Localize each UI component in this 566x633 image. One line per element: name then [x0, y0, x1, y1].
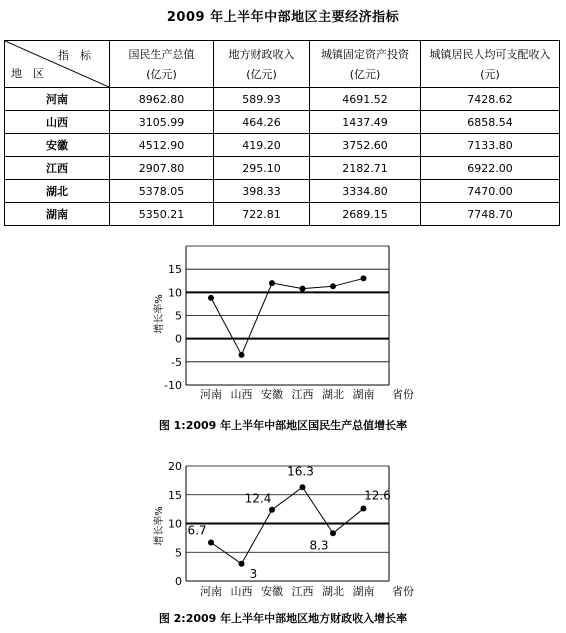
cell-fiscal-revenue: 589.93	[214, 88, 310, 111]
y-tick-label: 10	[168, 286, 182, 300]
data-label: 12.6	[364, 488, 391, 503]
data-point	[300, 484, 306, 490]
y-tick-label: 10	[168, 517, 182, 531]
data-label: 8.3	[309, 538, 329, 553]
fiscal-revenue-growth-chart	[0, 452, 566, 602]
y-tick-label: 0	[175, 332, 182, 346]
data-point	[239, 352, 245, 358]
corner-label-indicator: 指 标	[58, 49, 91, 62]
cell-fixed-investment: 2689.15	[310, 203, 421, 226]
x-axis-label: 省份	[392, 388, 414, 401]
column-header-gdp: 国民生产总值 (亿元)	[110, 41, 214, 88]
corner-label-region: 地 区	[11, 67, 44, 80]
cell-gdp: 4512.90	[110, 134, 214, 157]
row-region: 山西	[5, 111, 110, 134]
column-header-disposable-income: 城镇居民人均可支配收入 (元)	[421, 41, 560, 88]
cell-disposable-income: 7428.62	[421, 88, 560, 111]
cell-fiscal-revenue: 419.20	[214, 134, 310, 157]
x-tick-label: 江西	[291, 388, 314, 401]
table-row	[5, 203, 560, 226]
row-region: 江西	[5, 157, 110, 180]
x-tick-label: 河南	[200, 388, 222, 401]
row-region: 湖北	[5, 180, 110, 203]
cell-disposable-income: 7470.00	[421, 180, 560, 203]
y-tick-label: 5	[175, 309, 182, 323]
column-header-fiscal-revenue: 地方财政收入 (亿元)	[214, 41, 310, 88]
cell-disposable-income: 7748.70	[421, 203, 560, 226]
cell-fiscal-revenue: 464.26	[214, 111, 310, 134]
data-point	[361, 506, 367, 512]
x-tick-label: 河南	[200, 585, 222, 598]
y-tick-label: 5	[175, 546, 182, 560]
table-row	[5, 134, 560, 157]
chart2-caption: 图 2:2009 年上半年中部地区地方财政收入增长率	[158, 612, 408, 625]
series-line	[211, 278, 364, 354]
row-region: 湖南	[5, 203, 110, 226]
table-corner-cell	[5, 41, 110, 88]
data-point	[269, 507, 275, 513]
cell-fiscal-revenue: 722.81	[214, 203, 310, 226]
data-point	[361, 275, 367, 281]
row-region: 安徽	[5, 134, 110, 157]
data-label: 12.4	[244, 491, 272, 506]
cell-fiscal-revenue: 398.33	[214, 180, 310, 203]
data-label: 3	[249, 566, 258, 581]
data-point	[239, 561, 245, 567]
cell-gdp: 2907.80	[110, 157, 214, 180]
data-point	[269, 280, 275, 286]
cell-fixed-investment: 1437.49	[310, 111, 421, 134]
x-tick-label: 湖南	[352, 388, 375, 401]
data-point	[330, 530, 336, 536]
cell-fixed-investment: 3752.60	[310, 134, 421, 157]
x-tick-label: 山西	[230, 585, 253, 598]
cell-disposable-income: 6858.54	[421, 111, 560, 134]
cell-gdp: 5378.05	[110, 180, 214, 203]
y-tick-label: 20	[168, 460, 182, 473]
cell-gdp: 3105.99	[110, 111, 214, 134]
data-label: 6.7	[187, 523, 207, 538]
data-label: 16.3	[287, 464, 314, 479]
cell-disposable-income: 7133.80	[421, 134, 560, 157]
x-tick-label: 江西	[291, 585, 314, 598]
table-row	[5, 88, 560, 111]
y-tick-label: 0	[175, 575, 182, 588]
cell-fixed-investment: 4691.52	[310, 88, 421, 111]
cell-fiscal-revenue: 295.10	[214, 157, 310, 180]
y-axis-label: 增长率%	[154, 506, 165, 546]
column-header-fixed-investment: 城镇固定资产投资 (亿元)	[310, 41, 421, 88]
row-region: 河南	[5, 88, 110, 111]
x-tick-label: 安徽	[261, 388, 283, 401]
data-point	[208, 295, 214, 301]
cell-fixed-investment: 3334.80	[310, 180, 421, 203]
table-row	[5, 180, 560, 203]
x-tick-label: 山西	[230, 388, 253, 401]
y-axis-label: 增长率%	[154, 294, 165, 334]
data-point	[330, 283, 336, 289]
economic-indicators-table	[4, 40, 560, 226]
chart1-caption: 图 1:2009 年上半年中部地区国民生产总值增长率	[158, 419, 408, 432]
data-point	[208, 539, 214, 545]
x-tick-label: 湖北	[322, 388, 344, 401]
y-tick-label: 15	[168, 488, 182, 502]
x-axis-label: 省份	[392, 585, 414, 598]
y-tick-label: -10	[164, 379, 182, 392]
y-tick-label: 15	[168, 263, 182, 277]
cell-fixed-investment: 2182.71	[310, 157, 421, 180]
x-tick-label: 安徽	[261, 585, 283, 598]
x-tick-label: 湖北	[322, 585, 344, 598]
table-header-row	[5, 41, 560, 88]
cell-disposable-income: 6922.00	[421, 157, 560, 180]
cell-gdp: 8962.80	[110, 88, 214, 111]
table-row	[5, 157, 560, 180]
cell-gdp: 5350.21	[110, 203, 214, 226]
gdp-growth-chart	[0, 232, 566, 427]
data-point	[300, 286, 306, 292]
table-row	[5, 111, 560, 134]
x-tick-label: 湖南	[352, 585, 375, 598]
page-title: 2009 年上半年中部地区主要经济指标	[166, 10, 400, 25]
y-tick-label: -5	[171, 355, 182, 369]
